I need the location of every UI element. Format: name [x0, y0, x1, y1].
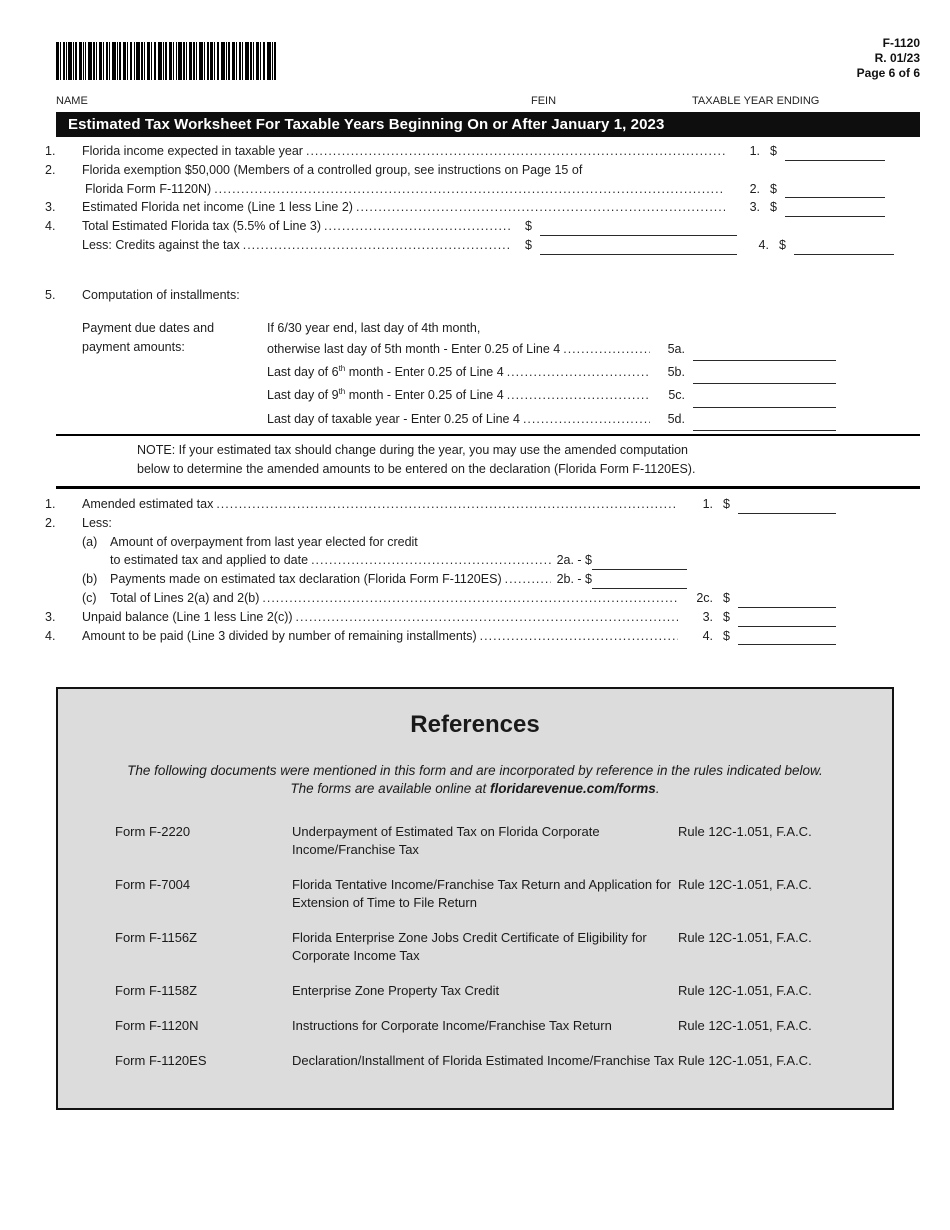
dot-leader	[214, 180, 725, 199]
form-rule: Rule 12C-1.051, F.A.C.	[678, 1053, 812, 1068]
line-ref: 1.	[749, 144, 761, 158]
form-revision: R. 01/23	[874, 51, 920, 65]
header-fields-row	[0, 95, 950, 109]
references-table	[115, 823, 872, 1070]
form-rule: Rule 12C-1.051, F.A.C.	[678, 983, 812, 998]
amended-line-2a-1	[45, 533, 836, 552]
dot-leader	[563, 338, 650, 361]
line3-amount-field[interactable]	[785, 203, 885, 217]
installment-rows	[267, 319, 836, 431]
line-text: Less: Credits against the tax	[82, 237, 240, 252]
dot-leader	[507, 361, 650, 384]
references-intro-line2: The forms are available online at floridarevenue.com/forms.	[290, 781, 660, 796]
line-ref: 5d.	[667, 411, 685, 426]
note-block	[56, 434, 920, 489]
line-letter: (b)	[82, 572, 98, 587]
line-text: Payments made on estimated tax declaration (Florida Form F-1120ES)	[110, 572, 502, 587]
line-4b-left	[82, 236, 515, 255]
form-name: Form F-2220	[115, 824, 191, 839]
fein-label: FEIN	[531, 95, 557, 107]
line-ref: 2.	[749, 181, 761, 196]
installment-5d	[267, 408, 836, 431]
amended-line-4	[45, 627, 836, 646]
worksheet-line-2a	[45, 161, 885, 180]
line-number: 5.	[45, 288, 56, 302]
form-info	[857, 36, 920, 81]
form-description: Declaration/Installment of Florida Estimated Income/Franchise Tax	[292, 1053, 674, 1068]
dollar-sign: $	[525, 219, 532, 234]
line-number: 3.	[45, 609, 56, 624]
line-number: 1.	[45, 497, 56, 511]
line-ref: 4.	[702, 628, 714, 643]
form-rule: Rule 12C-1.051, F.A.C.	[678, 930, 812, 945]
line-text: Amount to be paid (Line 3 divided by number of remaining installments)	[82, 628, 477, 643]
form-description: Underpayment of Estimated Tax on Florida Corporate Income/Franchise Tax	[292, 824, 600, 857]
payment-label	[82, 319, 214, 356]
line5a-field[interactable]	[693, 347, 836, 361]
dollar-sign: $	[770, 200, 777, 215]
form-name: Form F-7004	[115, 877, 191, 892]
worksheet-line-3	[45, 198, 885, 217]
line4-credits-field[interactable]	[540, 241, 737, 255]
amended-section	[45, 495, 836, 645]
line-text: Less:	[82, 515, 112, 530]
line-letter: (c)	[82, 590, 97, 605]
payment-label-line1: Payment due dates and	[82, 321, 215, 335]
form-name: Form F-1120N	[115, 1018, 199, 1033]
line-text: If 6/30 year end, last day of 4th month,	[267, 321, 481, 335]
line-text: Computation of installments:	[82, 288, 240, 302]
amended-2a-field[interactable]	[592, 556, 687, 570]
dollar-sign: $	[770, 144, 777, 158]
worksheet-title: Estimated Tax Worksheet For Taxable Years Beginning On or After January 1, 2023	[68, 116, 665, 133]
barcode-icon	[56, 42, 277, 80]
dollar-sign: $	[723, 590, 730, 605]
dot-leader	[356, 198, 725, 217]
form-name: Form F-1158Z	[115, 983, 198, 998]
form-rule: Rule 12C-1.051, F.A.C.	[678, 877, 812, 892]
worksheet-line-5	[45, 286, 885, 305]
amended-2b-field[interactable]	[592, 575, 687, 589]
line-ref: 2b. - $	[556, 572, 592, 587]
line-text: Last day of taxable year - Enter 0.25 of Line 4	[267, 411, 520, 426]
line-ref: 5b.	[667, 365, 685, 380]
line5b-field[interactable]	[693, 370, 836, 384]
references-title: References	[410, 711, 540, 738]
line-ref: 2a. - $	[556, 553, 592, 568]
line-text: Florida Form F-1120N)	[85, 181, 212, 196]
references-box	[56, 687, 894, 1110]
payment-label-line2: payment amounts:	[82, 339, 185, 354]
dot-leader	[505, 570, 551, 589]
form-rule: Rule 12C-1.051, F.A.C.	[678, 1018, 812, 1033]
installments-block	[45, 319, 836, 431]
line5d-field[interactable]	[693, 417, 836, 431]
dot-leader	[507, 384, 650, 407]
form-number: F-1120	[882, 36, 920, 50]
line-text: Last day of 6th month - Enter 0.25 of Line 4	[267, 364, 504, 380]
form-description: Instructions for Corporate Income/Franchise Tax Return	[292, 1018, 612, 1033]
dollar-sign: $	[723, 609, 730, 624]
line-text: Florida income expected in taxable year	[82, 144, 303, 158]
ordinal-suffix: th	[338, 364, 346, 374]
dollar-sign: $	[770, 181, 777, 196]
form-description: Enterprise Zone Property Tax Credit	[292, 983, 500, 998]
dot-leader	[306, 142, 725, 161]
installment-intro	[267, 319, 836, 338]
dot-leader	[262, 589, 678, 608]
page-indicator: Page 6 of 6	[856, 66, 920, 80]
line4-amount-field[interactable]	[794, 241, 894, 255]
line-text: Total of Lines 2(a) and 2(b)	[110, 590, 260, 605]
form-name: Form F-1120ES	[115, 1053, 207, 1068]
form-description: Florida Tentative Income/Franchise Tax Return and Application for Extension of Time to File Return	[292, 877, 671, 910]
dollar-sign: $	[723, 628, 730, 643]
dot-leader	[296, 608, 679, 627]
amended-line-1	[45, 495, 836, 514]
line1-amount-field[interactable]	[785, 147, 885, 161]
line-ref: 4.	[758, 237, 769, 252]
line-ref: 5a.	[667, 342, 685, 356]
worksheet-line-4b	[45, 236, 885, 255]
line-text: otherwise last day of 5th month - Enter 0.25 of Line 4	[267, 342, 561, 356]
form-rule: Rule 12C-1.051, F.A.C.	[678, 824, 812, 839]
references-intro	[58, 762, 892, 798]
line-number: 4.	[45, 219, 56, 234]
ordinal-suffix: th	[338, 387, 346, 397]
name-label: NAME	[56, 95, 88, 107]
dot-leader	[311, 551, 551, 570]
dot-leader	[216, 495, 678, 514]
line-number: 2.	[45, 515, 56, 530]
line-ref: 1.	[702, 497, 714, 511]
line-text: Total Estimated Florida tax (5.5% of Line 3)	[82, 219, 322, 234]
section-title-bar	[56, 112, 920, 137]
line-ref: 5c.	[668, 388, 685, 403]
line-text: Last day of 9th month - Enter 0.25 of Line 4	[267, 387, 504, 403]
worksheet-line-2b	[45, 180, 885, 199]
line-text: Amount of overpayment from last year elected for credit	[110, 534, 418, 549]
line4-tax-field[interactable]	[540, 222, 737, 236]
worksheet-line-1	[45, 142, 885, 161]
forms-url: floridarevenue.com/forms	[490, 781, 656, 796]
line-number: 4.	[45, 628, 56, 643]
line-text: Florida exemption $50,000 (Members of a controlled group, see instructions on Page 15 of	[82, 162, 583, 177]
line2-amount-field[interactable]	[785, 184, 885, 198]
installment-5c	[267, 384, 836, 407]
dollar-sign: $	[723, 497, 730, 511]
amended-2c-field[interactable]	[738, 594, 836, 608]
amended-line4-field[interactable]	[738, 631, 836, 645]
amended-line-2c	[45, 589, 836, 608]
line-number: 1.	[45, 144, 56, 158]
amended-line-3	[45, 608, 836, 627]
amended-line-2	[45, 514, 836, 533]
references-intro-line1: The following documents were mentioned in this form and are incorporated by reference in the rules indicated below.	[127, 763, 823, 778]
dollar-sign: $	[525, 237, 532, 252]
worksheet-section	[45, 142, 885, 255]
line-text: Unpaid balance (Line 1 less Line 2(c))	[82, 609, 293, 624]
amended-line3-field[interactable]	[738, 613, 836, 627]
line-ref: 3.	[749, 200, 761, 215]
form-name: Form F-1156Z	[115, 930, 198, 945]
dot-leader	[523, 408, 650, 431]
installment-5a	[267, 338, 836, 361]
line-number: 2.	[45, 162, 56, 177]
taxable-year-ending-label: TAXABLE YEAR ENDING	[692, 95, 820, 107]
line-ref: 2c.	[696, 590, 714, 605]
line5c-field[interactable]	[693, 394, 836, 408]
line-number: 3.	[45, 200, 56, 215]
form-description: Florida Enterprise Zone Jobs Credit Certificate of Eligibility for Corporate Income Tax	[292, 930, 647, 963]
installment-5b	[267, 361, 836, 384]
line-text: to estimated tax and applied to date	[110, 553, 309, 568]
amended-line1-field[interactable]	[738, 500, 836, 514]
line-ref: 3.	[702, 609, 714, 624]
amended-line-2a-2	[45, 551, 687, 570]
dot-leader	[480, 627, 678, 646]
worksheet-line-4a	[45, 217, 885, 236]
line-text: Amended estimated tax	[82, 497, 214, 511]
line-4-total	[737, 236, 894, 255]
dot-leader	[324, 217, 512, 236]
note-line2: below to determine the amended amounts to be entered on the declaration (Florida Form F-1120ES).	[137, 461, 696, 476]
line-4a-left	[82, 217, 515, 236]
amended-line-2b	[45, 570, 687, 589]
dot-leader	[243, 236, 512, 255]
note-line1: NOTE: If your estimated tax should change during the year, you may use the amended computation	[137, 443, 689, 457]
line-letter: (a)	[82, 534, 98, 549]
dollar-sign: $	[778, 237, 786, 252]
line-text: Estimated Florida net income (Line 1 less Line 2)	[82, 200, 353, 215]
